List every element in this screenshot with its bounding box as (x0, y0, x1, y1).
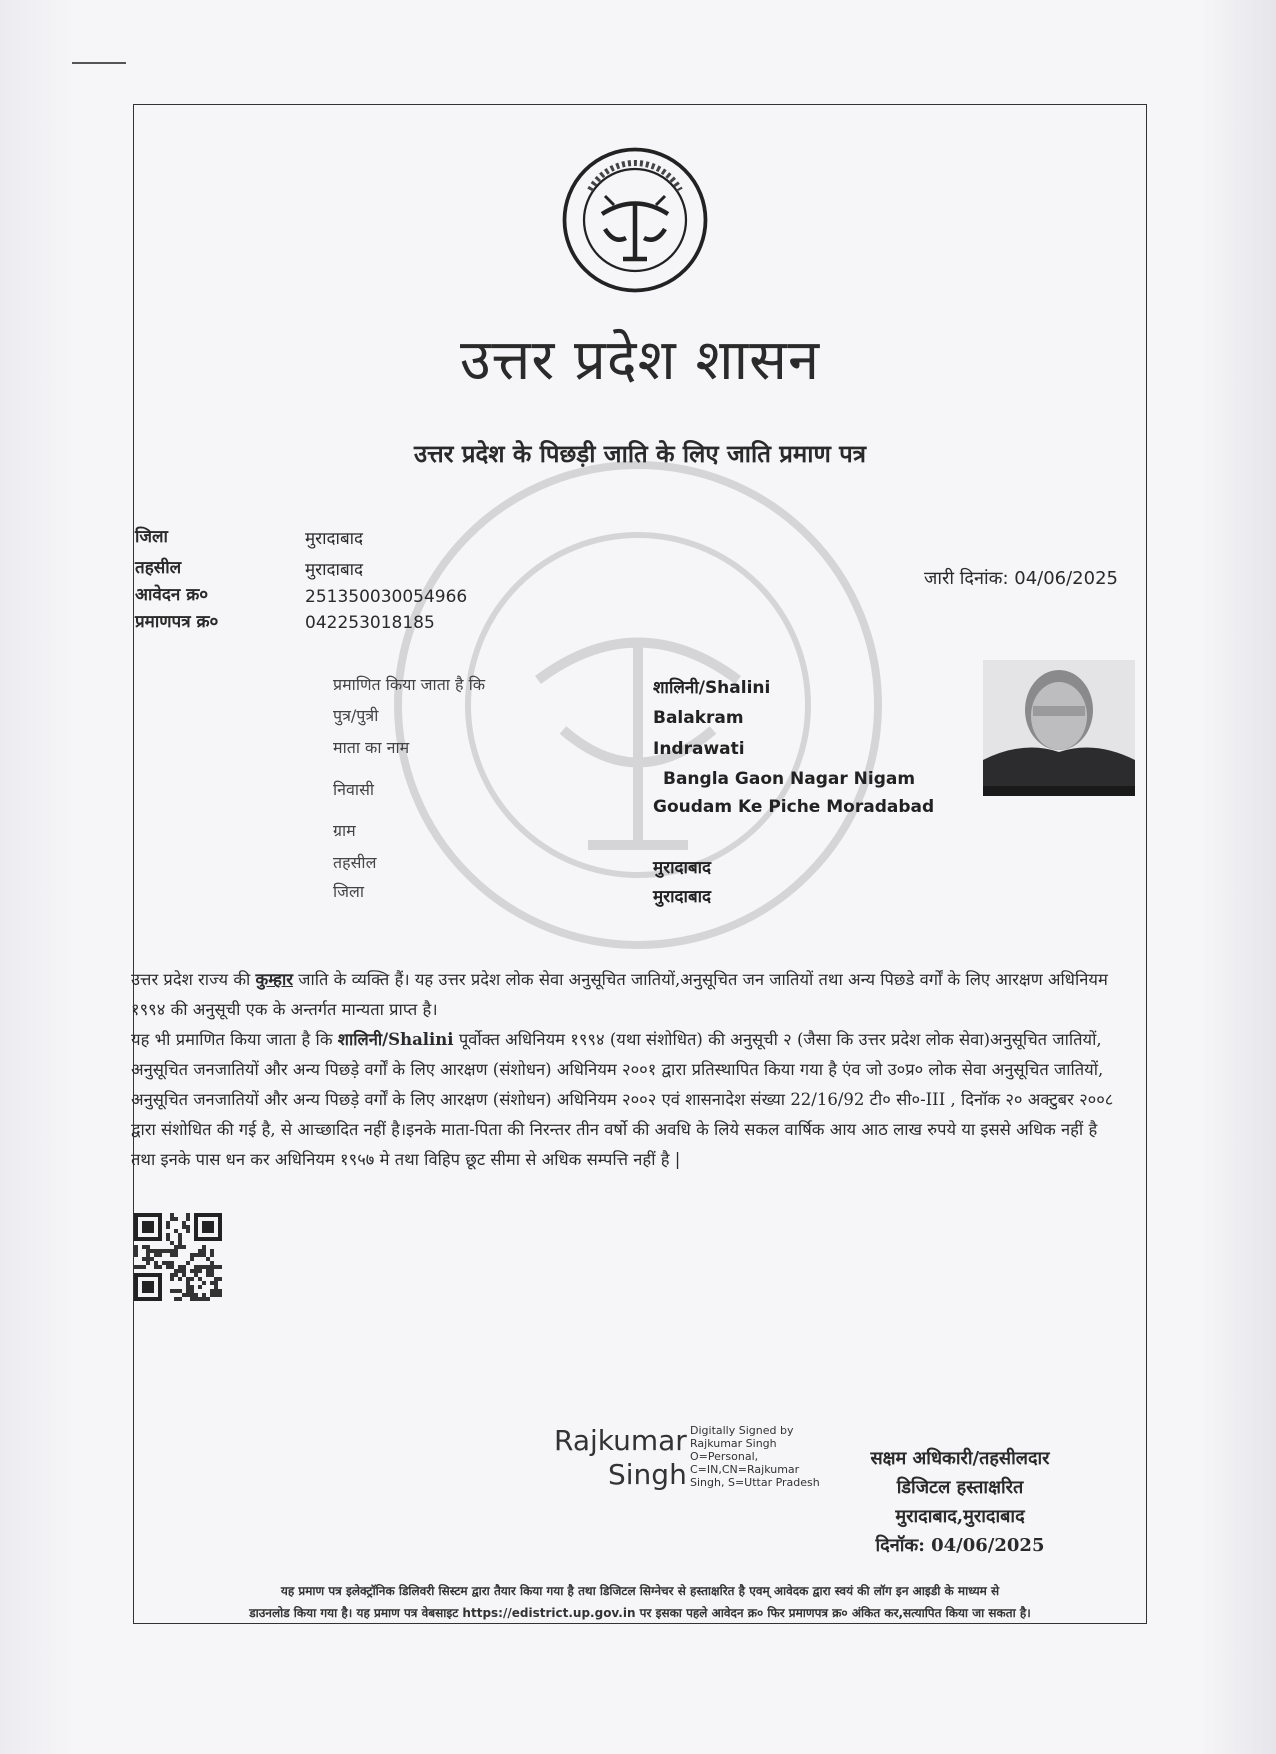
caste-name: कुम्हार (255, 970, 293, 989)
digital-signature-details: Digitally Signed by Rajkumar Singh O=Personal, C=IN,CN=Rajkumar Singh, S=Uttar Pradesh (690, 1424, 820, 1489)
certified-label: प्रमाणित किया जाता है कि (333, 675, 486, 694)
watermark-seal-icon (388, 455, 888, 955)
officer-title: सक्षम अधिकारी/तहसीलदार (870, 1448, 1050, 1469)
footer-note (140, 1580, 1140, 1624)
application-no-label: आवेदन क्र० (135, 585, 209, 605)
body-paragraph-1: उत्तर प्रदेश राज्य की कुम्हार जाति के व्यक्ति हैं। यह उत्तर प्रदेश लोक सेवा अनुसूचित जातियों,अनुसूचित जन जातियों तथा अन्य पिछडे वर्गों के लिए आरक्षण अधिनियम १९९४ की अनुसूची एक के अन्तर्गत मान्यता प्राप्त है। (131, 970, 1108, 1019)
signer-last-name: Singh (608, 1458, 687, 1491)
certificate-subtitle: उत्तर प्रदेश के पिछड़ी जाति के लिए जाति प्रमाण पत्र (413, 439, 867, 468)
body-paragraph-2: यह भी प्रमाणित किया जाता है कि शालिनी/Shalini पूर्वोक्त अधिनियम १९९४ (यथा संशोधित) की अनुसूची २ (जैसा कि उत्तर प्रदेश लोक सेवा)अनुसूचित जातियों, अनुसूचित जनजातियों और अन्य पिछड़े वर्गों के लिए आरक्षण (संशोधन) अधिनियम २००१ द्वारा प्रतिस्थापित किया गया है एंव जो उ०प्र० लोक सेवा अनुसूचित जातियों, अनुसूचित जनजातियों और अन्य पिछड़े वर्गों के लिए आरक्षण (संशोधन) अधिनियम २००२ एवं शासनादेश संख्या 22/16/92 टी० सी०-III , दिनॉक २० अक्टुबर २००८ द्वारा संशोधित की गई है, से आच्छादित नहीं है।इनके माता-पिता की निरन्तर तीन वर्षो की अवधि के लिये सकल वार्षिक आय आठ लाख रुपये या इससे अधिक नहीं है तथा इनके पास धन कर अधिनियम १९५७ मे तथा विहिप छूट सीमा से अधिक सम्पत्ति नहीं है | (131, 1030, 1114, 1169)
officer-block (835, 1444, 1085, 1560)
address-line-2: Goudam Ke Piche Moradabad (653, 797, 935, 817)
father-name: Balakram (653, 708, 744, 728)
officer-location: मुरादाबाद,मुरादाबाद (895, 1506, 1025, 1527)
resident-label: निवासी (333, 780, 375, 799)
footer-line-2: डाउनलोड किया गया है। यह प्रमाण पत्र वेबसाइट https://edistrict.up.gov.in पर इसका पहले आवेदन क्र० फिर प्रमाणपत्र क्र० अंकित कर,सत्यापित किया जा सकता है। (249, 1606, 1031, 1620)
district-label: जिला (135, 527, 168, 547)
signer-first-name: Rajkumar (554, 1424, 687, 1457)
page-title: उत्तर प्रदेश शासन (459, 328, 821, 393)
certificate-body (131, 965, 1121, 1175)
certificate-no-value: 042253018185 (305, 613, 435, 633)
applicant-name: शालिनी/Shalini (653, 678, 771, 698)
qr-code-icon (134, 1212, 222, 1302)
tehsil-value: मुरादाबाद (305, 560, 364, 580)
detail-tehsil-label: तहसील (333, 853, 377, 872)
village-label: ग्राम (333, 821, 356, 840)
son-daughter-label: पुत्र/पुत्री (333, 706, 379, 725)
body-applicant-name: शालिनी/Shalini (337, 1030, 454, 1049)
district-value: मुरादाबाद (305, 529, 364, 549)
footer-line-1: यह प्रमाण पत्र इलेक्ट्रॉनिक डिलिवरी सिस्टम द्वारा तैयार किया गया है तथा डिजिटल सिग्नेचर से हस्ताक्षरित है एवम् आवेदक द्वारा स्वयं की लॉग इन आइडी के माध्यम से (280, 1584, 1000, 1598)
certificate-no-label: प्रमाणपत्र क्र० (135, 612, 219, 632)
address-line-1: Bangla Gaon Nagar Nigam (663, 769, 916, 789)
tehsil-label: तहसील (135, 558, 182, 578)
detail-district-label: जिला (333, 882, 365, 901)
mother-label: माता का नाम (333, 738, 410, 757)
applicant-photo (983, 660, 1135, 796)
detail-district-value: मुरादाबाद (653, 887, 712, 907)
issue-date: जारी दिनांक: 04/06/2025 (924, 568, 1118, 589)
signer-name (554, 1424, 687, 1492)
application-no-value: 251350030054966 (305, 587, 468, 607)
officer-digital-sign: डिजिटल हस्ताक्षरित (896, 1477, 1024, 1498)
up-government-seal-icon (560, 145, 710, 295)
detail-tehsil-value: मुरादाबाद (653, 858, 712, 878)
mother-name: Indrawati (653, 739, 745, 759)
officer-date: दिनॉक: 04/06/2025 (875, 1535, 1045, 1556)
scan-mark (72, 62, 126, 64)
